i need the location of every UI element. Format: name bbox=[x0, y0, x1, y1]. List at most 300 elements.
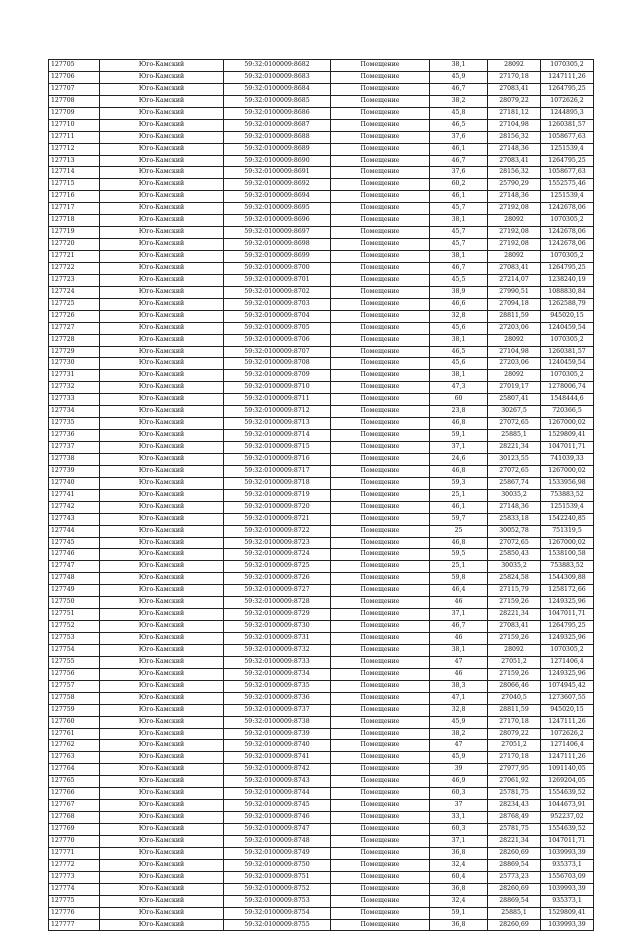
cadastral-value-cell: 1249325,96 bbox=[541, 668, 594, 680]
cadastral-number-cell: 59:32:0100009:8698 bbox=[224, 239, 331, 251]
area-cell: 32,8 bbox=[430, 310, 488, 322]
cadastral-number-cell: 59:32:0100009:8699 bbox=[224, 251, 331, 263]
table-row bbox=[49, 298, 594, 310]
district-cell: Юго-Камский bbox=[100, 776, 224, 788]
row-number-cell: 127764 bbox=[49, 764, 100, 776]
area-cell: 59,7 bbox=[430, 513, 488, 525]
cadastral-value-cell: 1533956,98 bbox=[541, 477, 594, 489]
row-number-cell: 127752 bbox=[49, 621, 100, 633]
row-number-cell: 127734 bbox=[49, 406, 100, 418]
specific-value-cell: 27051,2 bbox=[488, 656, 541, 668]
row-number-cell: 127716 bbox=[49, 191, 100, 203]
specific-value-cell: 25773,23 bbox=[488, 871, 541, 883]
district-cell: Юго-Камский bbox=[100, 262, 224, 274]
row-number-cell: 127750 bbox=[49, 597, 100, 609]
object-type-cell: Помещение bbox=[331, 847, 430, 859]
district-cell: Юго-Камский bbox=[100, 227, 224, 239]
table-row bbox=[49, 561, 594, 573]
object-type-cell: Помещение bbox=[331, 895, 430, 907]
area-cell: 37,6 bbox=[430, 131, 488, 143]
row-number-cell: 127767 bbox=[49, 800, 100, 812]
table-row bbox=[49, 251, 594, 263]
cadastral-number-cell: 59:32:0100009:8747 bbox=[224, 824, 331, 836]
table-row bbox=[49, 155, 594, 167]
row-number-cell: 127751 bbox=[49, 609, 100, 621]
specific-value-cell: 28079,22 bbox=[488, 95, 541, 107]
specific-value-cell: 25790,29 bbox=[488, 179, 541, 191]
specific-value-cell: 28092 bbox=[488, 60, 541, 72]
area-cell: 47,1 bbox=[430, 692, 488, 704]
cadastral-number-cell: 59:32:0100009:8745 bbox=[224, 800, 331, 812]
specific-value-cell: 28260,69 bbox=[488, 919, 541, 931]
object-type-cell: Помещение bbox=[331, 310, 430, 322]
cadastral-value-cell: 935373,1 bbox=[541, 859, 594, 871]
object-type-cell: Помещение bbox=[331, 585, 430, 597]
table-row bbox=[49, 286, 594, 298]
cadastral-number-cell: 59:32:0100009:8705 bbox=[224, 322, 331, 334]
cadastral-number-cell: 59:32:0100009:8744 bbox=[224, 788, 331, 800]
district-cell: Юго-Камский bbox=[100, 812, 224, 824]
cadastral-number-cell: 59:32:0100009:8704 bbox=[224, 310, 331, 322]
cadastral-value-table bbox=[48, 59, 594, 931]
area-cell: 46,7 bbox=[430, 262, 488, 274]
district-cell: Юго-Камский bbox=[100, 668, 224, 680]
table-row bbox=[49, 430, 594, 442]
table-row bbox=[49, 728, 594, 740]
specific-value-cell: 27148,36 bbox=[488, 501, 541, 513]
row-number-cell: 127768 bbox=[49, 812, 100, 824]
cadastral-number-cell: 59:32:0100009:8712 bbox=[224, 406, 331, 418]
cadastral-number-cell: 59:32:0100009:8682 bbox=[224, 60, 331, 72]
cadastral-number-cell: 59:32:0100009:8713 bbox=[224, 418, 331, 430]
cadastral-number-cell: 59:32:0100009:8739 bbox=[224, 728, 331, 740]
row-number-cell: 127771 bbox=[49, 847, 100, 859]
table-row bbox=[49, 215, 594, 227]
area-cell: 33,1 bbox=[430, 812, 488, 824]
area-cell: 46 bbox=[430, 597, 488, 609]
area-cell: 46,8 bbox=[430, 465, 488, 477]
table-row bbox=[49, 107, 594, 119]
object-type-cell: Помещение bbox=[331, 692, 430, 704]
object-type-cell: Помещение bbox=[331, 621, 430, 633]
table-row bbox=[49, 418, 594, 430]
table-row bbox=[49, 262, 594, 274]
area-cell: 46,1 bbox=[430, 501, 488, 513]
district-cell: Юго-Камский bbox=[100, 465, 224, 477]
district-cell: Юго-Камский bbox=[100, 621, 224, 633]
cadastral-value-cell: 1244895,3 bbox=[541, 107, 594, 119]
district-cell: Юго-Камский bbox=[100, 310, 224, 322]
specific-value-cell: 28260,69 bbox=[488, 883, 541, 895]
row-number-cell: 127732 bbox=[49, 382, 100, 394]
specific-value-cell: 28092 bbox=[488, 251, 541, 263]
object-type-cell: Помещение bbox=[331, 60, 430, 72]
specific-value-cell: 27214,07 bbox=[488, 274, 541, 286]
cadastral-number-cell: 59:32:0100009:8755 bbox=[224, 919, 331, 931]
specific-value-cell: 28221,34 bbox=[488, 442, 541, 454]
row-number-cell: 127742 bbox=[49, 501, 100, 513]
district-cell: Юго-Камский bbox=[100, 561, 224, 573]
cadastral-number-cell: 59:32:0100009:8688 bbox=[224, 131, 331, 143]
object-type-cell: Помещение bbox=[331, 597, 430, 609]
row-number-cell: 127739 bbox=[49, 465, 100, 477]
area-cell: 45,7 bbox=[430, 203, 488, 215]
area-cell: 47 bbox=[430, 740, 488, 752]
cadastral-value-cell: 1556703,09 bbox=[541, 871, 594, 883]
cadastral-number-cell: 59:32:0100009:8737 bbox=[224, 704, 331, 716]
object-type-cell: Помещение bbox=[331, 406, 430, 418]
district-cell: Юго-Камский bbox=[100, 370, 224, 382]
object-type-cell: Помещение bbox=[331, 812, 430, 824]
object-type-cell: Помещение bbox=[331, 227, 430, 239]
specific-value-cell: 27051,2 bbox=[488, 740, 541, 752]
cadastral-number-cell: 59:32:0100009:8734 bbox=[224, 668, 331, 680]
cadastral-value-cell: 1542240,85 bbox=[541, 513, 594, 525]
cadastral-value-cell: 1242678,06 bbox=[541, 203, 594, 215]
cadastral-value-cell: 1047011,71 bbox=[541, 609, 594, 621]
cadastral-number-cell: 59:32:0100009:8720 bbox=[224, 501, 331, 513]
district-cell: Юго-Камский bbox=[100, 203, 224, 215]
object-type-cell: Помещение bbox=[331, 322, 430, 334]
district-cell: Юго-Камский bbox=[100, 406, 224, 418]
row-number-cell: 127777 bbox=[49, 919, 100, 931]
row-number-cell: 127775 bbox=[49, 895, 100, 907]
table-row bbox=[49, 871, 594, 883]
area-cell: 59,1 bbox=[430, 907, 488, 919]
object-type-cell: Помещение bbox=[331, 95, 430, 107]
cadastral-value-cell: 1070305,2 bbox=[541, 644, 594, 656]
table-body bbox=[49, 60, 594, 931]
district-cell: Юго-Камский bbox=[100, 251, 224, 263]
area-cell: 46,8 bbox=[430, 418, 488, 430]
area-cell: 45,6 bbox=[430, 322, 488, 334]
district-cell: Юго-Камский bbox=[100, 728, 224, 740]
cadastral-value-cell: 1267000,02 bbox=[541, 465, 594, 477]
district-cell: Юго-Камский bbox=[100, 215, 224, 227]
cadastral-number-cell: 59:32:0100009:8697 bbox=[224, 227, 331, 239]
row-number-cell: 127762 bbox=[49, 740, 100, 752]
specific-value-cell: 27192,08 bbox=[488, 203, 541, 215]
cadastral-number-cell: 59:32:0100009:8736 bbox=[224, 692, 331, 704]
district-cell: Юго-Камский bbox=[100, 680, 224, 692]
cadastral-value-cell: 1047011,71 bbox=[541, 442, 594, 454]
cadastral-number-cell: 59:32:0100009:8742 bbox=[224, 764, 331, 776]
area-cell: 60,3 bbox=[430, 788, 488, 800]
cadastral-value-cell: 1548444,6 bbox=[541, 394, 594, 406]
cadastral-value-cell: 945020,15 bbox=[541, 310, 594, 322]
district-cell: Юго-Камский bbox=[100, 585, 224, 597]
district-cell: Юго-Камский bbox=[100, 573, 224, 585]
cadastral-number-cell: 59:32:0100009:8707 bbox=[224, 346, 331, 358]
object-type-cell: Помещение bbox=[331, 119, 430, 131]
row-number-cell: 127736 bbox=[49, 430, 100, 442]
cadastral-value-cell: 1249325,96 bbox=[541, 597, 594, 609]
district-cell: Юго-Камский bbox=[100, 824, 224, 836]
row-number-cell: 127721 bbox=[49, 251, 100, 263]
district-cell: Юго-Камский bbox=[100, 382, 224, 394]
object-type-cell: Помещение bbox=[331, 239, 430, 251]
row-number-cell: 127744 bbox=[49, 525, 100, 537]
district-cell: Юго-Камский bbox=[100, 800, 224, 812]
area-cell: 45,7 bbox=[430, 239, 488, 251]
area-cell: 36,8 bbox=[430, 847, 488, 859]
area-cell: 25,1 bbox=[430, 489, 488, 501]
specific-value-cell: 27203,06 bbox=[488, 322, 541, 334]
row-number-cell: 127707 bbox=[49, 83, 100, 95]
object-type-cell: Помещение bbox=[331, 167, 430, 179]
table-row bbox=[49, 60, 594, 72]
area-cell: 59,8 bbox=[430, 573, 488, 585]
area-cell: 46 bbox=[430, 668, 488, 680]
specific-value-cell: 28092 bbox=[488, 215, 541, 227]
object-type-cell: Помещение bbox=[331, 824, 430, 836]
district-cell: Юго-Камский bbox=[100, 847, 224, 859]
specific-value-cell: 28156,32 bbox=[488, 131, 541, 143]
cadastral-number-cell: 59:32:0100009:8732 bbox=[224, 644, 331, 656]
district-cell: Юго-Камский bbox=[100, 107, 224, 119]
area-cell: 38,2 bbox=[430, 728, 488, 740]
district-cell: Юго-Камский bbox=[100, 489, 224, 501]
object-type-cell: Помещение bbox=[331, 740, 430, 752]
cadastral-number-cell: 59:32:0100009:8751 bbox=[224, 871, 331, 883]
area-cell: 46,4 bbox=[430, 585, 488, 597]
specific-value-cell: 27990,51 bbox=[488, 286, 541, 298]
document-page bbox=[48, 59, 594, 931]
cadastral-number-cell: 59:32:0100009:8727 bbox=[224, 585, 331, 597]
cadastral-value-cell: 1278006,74 bbox=[541, 382, 594, 394]
row-number-cell: 127776 bbox=[49, 907, 100, 919]
object-type-cell: Помещение bbox=[331, 549, 430, 561]
row-number-cell: 127754 bbox=[49, 644, 100, 656]
specific-value-cell: 27148,36 bbox=[488, 143, 541, 155]
object-type-cell: Помещение bbox=[331, 215, 430, 227]
cadastral-value-cell: 1544309,88 bbox=[541, 573, 594, 585]
cadastral-value-cell: 1251539,4 bbox=[541, 191, 594, 203]
area-cell: 37,1 bbox=[430, 609, 488, 621]
area-cell: 38,1 bbox=[430, 334, 488, 346]
area-cell: 32,8 bbox=[430, 704, 488, 716]
area-cell: 38,9 bbox=[430, 286, 488, 298]
row-number-cell: 127760 bbox=[49, 716, 100, 728]
object-type-cell: Помещение bbox=[331, 609, 430, 621]
row-number-cell: 127737 bbox=[49, 442, 100, 454]
object-type-cell: Помещение bbox=[331, 525, 430, 537]
row-number-cell: 127710 bbox=[49, 119, 100, 131]
area-cell: 36,8 bbox=[430, 883, 488, 895]
cadastral-number-cell: 59:32:0100009:8686 bbox=[224, 107, 331, 119]
table-row bbox=[49, 716, 594, 728]
district-cell: Юго-Камский bbox=[100, 513, 224, 525]
district-cell: Юго-Камский bbox=[100, 143, 224, 155]
row-number-cell: 127749 bbox=[49, 585, 100, 597]
district-cell: Юго-Камский bbox=[100, 788, 224, 800]
specific-value-cell: 28066,46 bbox=[488, 680, 541, 692]
cadastral-number-cell: 59:32:0100009:8741 bbox=[224, 752, 331, 764]
cadastral-value-cell: 1529809,41 bbox=[541, 907, 594, 919]
object-type-cell: Помещение bbox=[331, 537, 430, 549]
area-cell: 37,6 bbox=[430, 167, 488, 179]
row-number-cell: 127713 bbox=[49, 155, 100, 167]
row-number-cell: 127725 bbox=[49, 298, 100, 310]
cadastral-value-cell: 1271406,4 bbox=[541, 740, 594, 752]
object-type-cell: Помещение bbox=[331, 131, 430, 143]
cadastral-number-cell: 59:32:0100009:8710 bbox=[224, 382, 331, 394]
cadastral-value-cell: 1058677,63 bbox=[541, 131, 594, 143]
cadastral-number-cell: 59:32:0100009:8706 bbox=[224, 334, 331, 346]
cadastral-value-cell: 741039,33 bbox=[541, 453, 594, 465]
row-number-cell: 127745 bbox=[49, 537, 100, 549]
table-row bbox=[49, 334, 594, 346]
specific-value-cell: 27159,26 bbox=[488, 668, 541, 680]
district-cell: Юго-Камский bbox=[100, 692, 224, 704]
table-row bbox=[49, 525, 594, 537]
specific-value-cell: 27159,26 bbox=[488, 597, 541, 609]
district-cell: Юго-Камский bbox=[100, 71, 224, 83]
table-row bbox=[49, 895, 594, 907]
object-type-cell: Помещение bbox=[331, 633, 430, 645]
object-type-cell: Помещение bbox=[331, 394, 430, 406]
object-type-cell: Помещение bbox=[331, 800, 430, 812]
cadastral-value-cell: 1047011,71 bbox=[541, 835, 594, 847]
area-cell: 60,4 bbox=[430, 871, 488, 883]
district-cell: Юго-Камский bbox=[100, 322, 224, 334]
district-cell: Юго-Камский bbox=[100, 453, 224, 465]
cadastral-number-cell: 59:32:0100009:8749 bbox=[224, 847, 331, 859]
specific-value-cell: 27072,65 bbox=[488, 537, 541, 549]
row-number-cell: 127719 bbox=[49, 227, 100, 239]
specific-value-cell: 27083,41 bbox=[488, 83, 541, 95]
cadastral-number-cell: 59:32:0100009:8721 bbox=[224, 513, 331, 525]
specific-value-cell: 25867,74 bbox=[488, 477, 541, 489]
table-row bbox=[49, 346, 594, 358]
row-number-cell: 127726 bbox=[49, 310, 100, 322]
cadastral-value-cell: 1249325,96 bbox=[541, 633, 594, 645]
district-cell: Юго-Камский bbox=[100, 597, 224, 609]
table-row bbox=[49, 143, 594, 155]
cadastral-number-cell: 59:32:0100009:8733 bbox=[224, 656, 331, 668]
cadastral-number-cell: 59:32:0100009:8719 bbox=[224, 489, 331, 501]
cadastral-value-cell: 1242678,06 bbox=[541, 239, 594, 251]
cadastral-value-cell: 1267000,02 bbox=[541, 537, 594, 549]
district-cell: Юго-Камский bbox=[100, 95, 224, 107]
object-type-cell: Помещение bbox=[331, 752, 430, 764]
table-row bbox=[49, 167, 594, 179]
district-cell: Юго-Камский bbox=[100, 346, 224, 358]
cadastral-number-cell: 59:32:0100009:8690 bbox=[224, 155, 331, 167]
object-type-cell: Помещение bbox=[331, 286, 430, 298]
specific-value-cell: 28869,54 bbox=[488, 895, 541, 907]
area-cell: 59,3 bbox=[430, 477, 488, 489]
row-number-cell: 127714 bbox=[49, 167, 100, 179]
specific-value-cell: 27072,65 bbox=[488, 465, 541, 477]
row-number-cell: 127765 bbox=[49, 776, 100, 788]
area-cell: 46,7 bbox=[430, 83, 488, 95]
area-cell: 37,1 bbox=[430, 835, 488, 847]
specific-value-cell: 27083,41 bbox=[488, 621, 541, 633]
cadastral-value-cell: 1091140,05 bbox=[541, 764, 594, 776]
cadastral-number-cell: 59:32:0100009:8687 bbox=[224, 119, 331, 131]
cadastral-value-cell: 1529809,41 bbox=[541, 430, 594, 442]
area-cell: 47,3 bbox=[430, 382, 488, 394]
table-row bbox=[49, 239, 594, 251]
object-type-cell: Помещение bbox=[331, 418, 430, 430]
cadastral-value-cell: 1238240,19 bbox=[541, 274, 594, 286]
specific-value-cell: 27148,36 bbox=[488, 191, 541, 203]
table-row bbox=[49, 621, 594, 633]
district-cell: Юго-Камский bbox=[100, 907, 224, 919]
district-cell: Юго-Камский bbox=[100, 871, 224, 883]
object-type-cell: Помещение bbox=[331, 191, 430, 203]
cadastral-value-cell: 1070305,2 bbox=[541, 251, 594, 263]
cadastral-number-cell: 59:32:0100009:8718 bbox=[224, 477, 331, 489]
district-cell: Юго-Камский bbox=[100, 501, 224, 513]
row-number-cell: 127718 bbox=[49, 215, 100, 227]
table-row bbox=[49, 358, 594, 370]
area-cell: 37 bbox=[430, 800, 488, 812]
cadastral-number-cell: 59:32:0100009:8701 bbox=[224, 274, 331, 286]
specific-value-cell: 27083,41 bbox=[488, 262, 541, 274]
table-row bbox=[49, 680, 594, 692]
cadastral-number-cell: 59:32:0100009:8748 bbox=[224, 835, 331, 847]
specific-value-cell: 25885,1 bbox=[488, 907, 541, 919]
cadastral-value-cell: 1554639,52 bbox=[541, 788, 594, 800]
row-number-cell: 127711 bbox=[49, 131, 100, 143]
specific-value-cell: 28092 bbox=[488, 644, 541, 656]
cadastral-number-cell: 59:32:0100009:8729 bbox=[224, 609, 331, 621]
object-type-cell: Помещение bbox=[331, 251, 430, 263]
table-row bbox=[49, 453, 594, 465]
cadastral-value-cell: 1072626,2 bbox=[541, 728, 594, 740]
cadastral-number-cell: 59:32:0100009:8684 bbox=[224, 83, 331, 95]
specific-value-cell: 27061,92 bbox=[488, 776, 541, 788]
object-type-cell: Помещение bbox=[331, 442, 430, 454]
specific-value-cell: 25824,58 bbox=[488, 573, 541, 585]
cadastral-value-cell: 1271406,4 bbox=[541, 656, 594, 668]
object-type-cell: Помещение bbox=[331, 477, 430, 489]
cadastral-number-cell: 59:32:0100009:8728 bbox=[224, 597, 331, 609]
area-cell: 46,1 bbox=[430, 143, 488, 155]
object-type-cell: Помещение bbox=[331, 668, 430, 680]
cadastral-number-cell: 59:32:0100009:8691 bbox=[224, 167, 331, 179]
specific-value-cell: 27181,12 bbox=[488, 107, 541, 119]
table-row bbox=[49, 406, 594, 418]
row-number-cell: 127757 bbox=[49, 680, 100, 692]
row-number-cell: 127727 bbox=[49, 322, 100, 334]
object-type-cell: Помещение bbox=[331, 298, 430, 310]
table-row bbox=[49, 310, 594, 322]
cadastral-value-cell: 1267000,02 bbox=[541, 418, 594, 430]
district-cell: Юго-Камский bbox=[100, 83, 224, 95]
specific-value-cell: 27040,5 bbox=[488, 692, 541, 704]
row-number-cell: 127735 bbox=[49, 418, 100, 430]
cadastral-number-cell: 59:32:0100009:8703 bbox=[224, 298, 331, 310]
object-type-cell: Помещение bbox=[331, 716, 430, 728]
cadastral-value-cell: 1070305,2 bbox=[541, 60, 594, 72]
area-cell: 32,4 bbox=[430, 895, 488, 907]
area-cell: 38,2 bbox=[430, 95, 488, 107]
cadastral-value-cell: 1264795,25 bbox=[541, 155, 594, 167]
area-cell: 46,6 bbox=[430, 298, 488, 310]
district-cell: Юго-Камский bbox=[100, 442, 224, 454]
specific-value-cell: 30035,2 bbox=[488, 489, 541, 501]
district-cell: Юго-Камский bbox=[100, 644, 224, 656]
row-number-cell: 127774 bbox=[49, 883, 100, 895]
specific-value-cell: 30035,2 bbox=[488, 561, 541, 573]
specific-value-cell: 28869,54 bbox=[488, 859, 541, 871]
object-type-cell: Помещение bbox=[331, 262, 430, 274]
table-row bbox=[49, 812, 594, 824]
cadastral-number-cell: 59:32:0100009:8750 bbox=[224, 859, 331, 871]
